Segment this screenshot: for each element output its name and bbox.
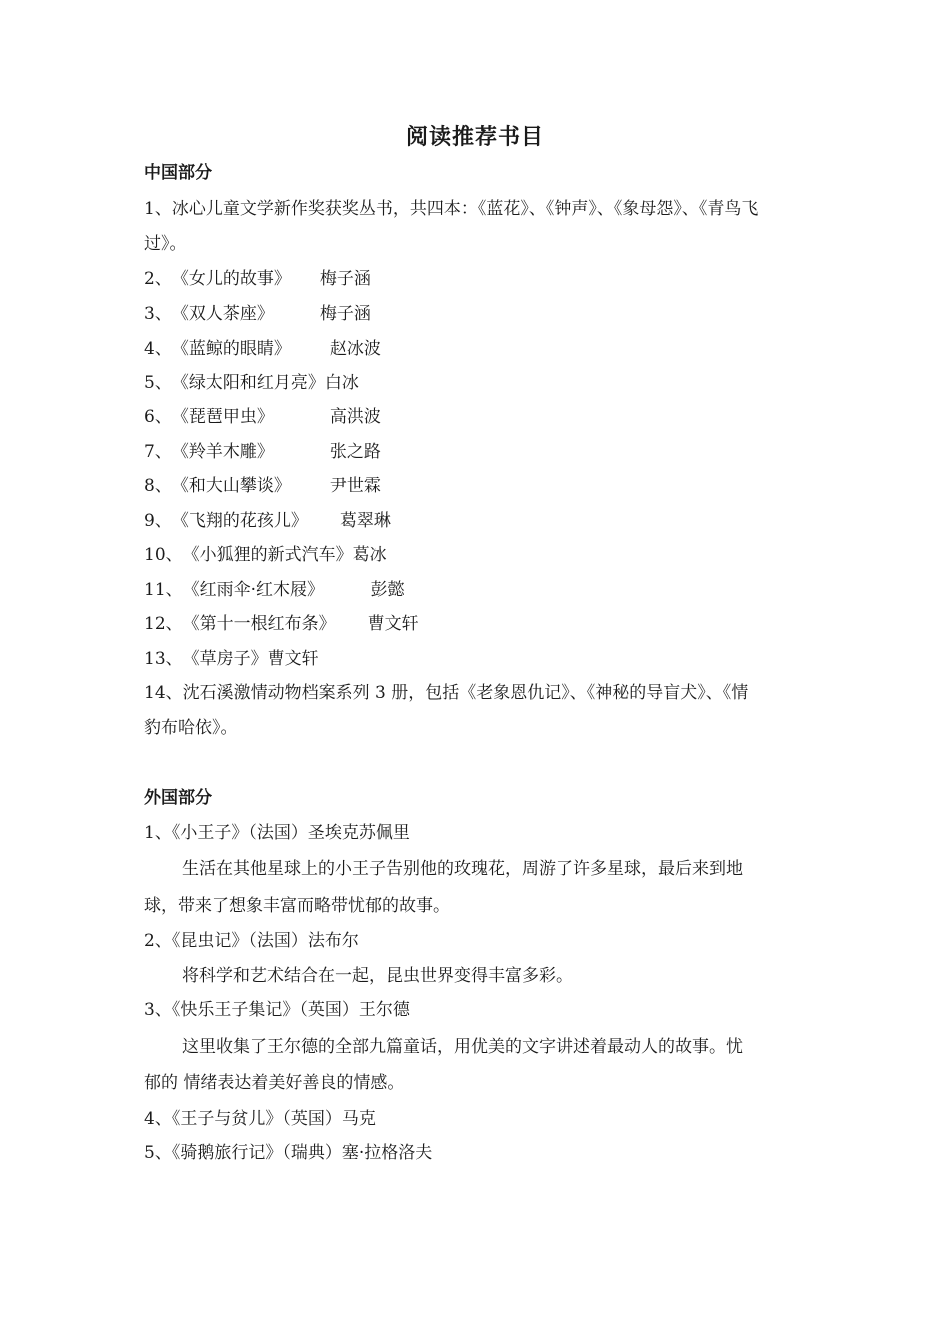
foreign-item-1-desc-line-1: 生活在其他星球上的小王子告别他的玫瑰花，周游了许多星球，最后来到地: [182, 859, 743, 879]
china-item-10: [144, 542, 387, 568]
book-title: 《第十一根红布条》: [182, 614, 336, 634]
book-title: 《和大山攀谈》: [171, 476, 291, 496]
china-item-3: [144, 301, 371, 327]
china-item-4: [144, 336, 381, 362]
book-author: 葛翠琳: [339, 511, 391, 531]
book-author: 梅子涵: [319, 304, 371, 324]
section-heading-china: 中国部分: [144, 163, 212, 183]
foreign-item-3: 3、《快乐王子集记》（英国）王尔德: [144, 1000, 410, 1020]
china-item-2: [144, 266, 371, 292]
foreign-item-1: 1、《小王子》（法国）圣埃克苏佩里: [144, 823, 410, 843]
document-title: 阅读推荐书目: [405, 124, 544, 150]
book-author: 曹文轩: [367, 614, 419, 634]
foreign-item-2: 2、《昆虫记》（法国）法布尔: [144, 931, 359, 951]
foreign-item-2-desc-line-1: 将科学和艺术结合在一起，昆虫世界变得丰富多彩。: [182, 966, 573, 986]
china-item-7: [144, 439, 381, 465]
book-author: 高洪波: [329, 407, 381, 427]
china-item-13: [144, 646, 319, 672]
china-item-6: [144, 404, 381, 430]
book-author: 白冰: [324, 373, 359, 393]
china-item-9: [144, 508, 391, 534]
item-number: 12、: [144, 614, 183, 634]
book-author: 梅子涵: [319, 269, 371, 289]
china-item-1-line-1: 1、冰心儿童文学新作奖获奖丛书，共四本：《蓝花》、《钟声》、《象母怨》、《青鸟飞: [144, 199, 759, 219]
book-title: 《飞翔的花孩儿》: [171, 511, 308, 531]
china-item-14-line-2: 豹布哈依》。: [144, 718, 238, 738]
item-number: 10、: [144, 545, 183, 565]
book-title: 《红雨伞·红木屐》: [182, 580, 325, 600]
china-item-5: [144, 370, 359, 396]
book-title: 《双人茶座》: [171, 304, 274, 324]
book-title: 《绿太阳和红月亮》: [171, 373, 325, 393]
foreign-item-5: 5、《骑鹅旅行记》（瑞典）塞·拉格洛夫: [144, 1143, 433, 1163]
book-author: 张之路: [329, 442, 381, 462]
foreign-item-3-desc-line-1: 这里收集了王尔德的全部九篇童话，用优美的文字讲述着最动人的故事。忧: [182, 1037, 743, 1057]
foreign-item-3-desc-line-2: 郁的 情绪表达着美好善良的情感。: [144, 1073, 405, 1093]
china-item-14-line-1: 14、沈石溪激情动物档案系列 3 册，包括《老象恩仇记》、《神秘的导盲犬》、《情: [144, 683, 749, 703]
item-number: 2、: [144, 269, 172, 289]
item-number: 13、: [144, 649, 183, 669]
section-heading-foreign: 外国部分: [144, 788, 212, 808]
foreign-item-4: 4、《王子与贫儿》（英国）马克: [144, 1109, 376, 1129]
book-title: 《女儿的故事》: [171, 269, 291, 289]
item-number: 6、: [144, 407, 172, 427]
book-title: 《琵琶甲虫》: [171, 407, 274, 427]
china-item-1-line-2: 过》。: [144, 234, 187, 254]
item-number: 9、: [144, 511, 172, 531]
foreign-item-1-desc-line-2: 球，带来了想象丰富而略带忧郁的故事。: [144, 896, 450, 916]
book-title: 《蓝鲸的眼睛》: [171, 339, 291, 359]
china-item-12: [144, 611, 419, 637]
book-author: 曹文轩: [267, 649, 319, 669]
book-title: 《羚羊木雕》: [171, 442, 274, 462]
item-number: 5、: [144, 373, 172, 393]
item-number: 8、: [144, 476, 172, 496]
item-number: 7、: [144, 442, 172, 462]
book-author: 葛冰: [352, 545, 387, 565]
book-author: 尹世霖: [329, 476, 381, 496]
item-number: 4、: [144, 339, 172, 359]
book-title: 《小狐狸的新式汽车》: [182, 545, 353, 565]
item-number: 3、: [144, 304, 172, 324]
china-item-11: [144, 577, 405, 603]
book-author: 赵冰波: [329, 339, 381, 359]
china-item-8: [144, 473, 381, 499]
book-author: 彭懿: [370, 580, 405, 600]
book-title: 《草房子》: [182, 649, 268, 669]
item-number: 11、: [144, 580, 183, 600]
